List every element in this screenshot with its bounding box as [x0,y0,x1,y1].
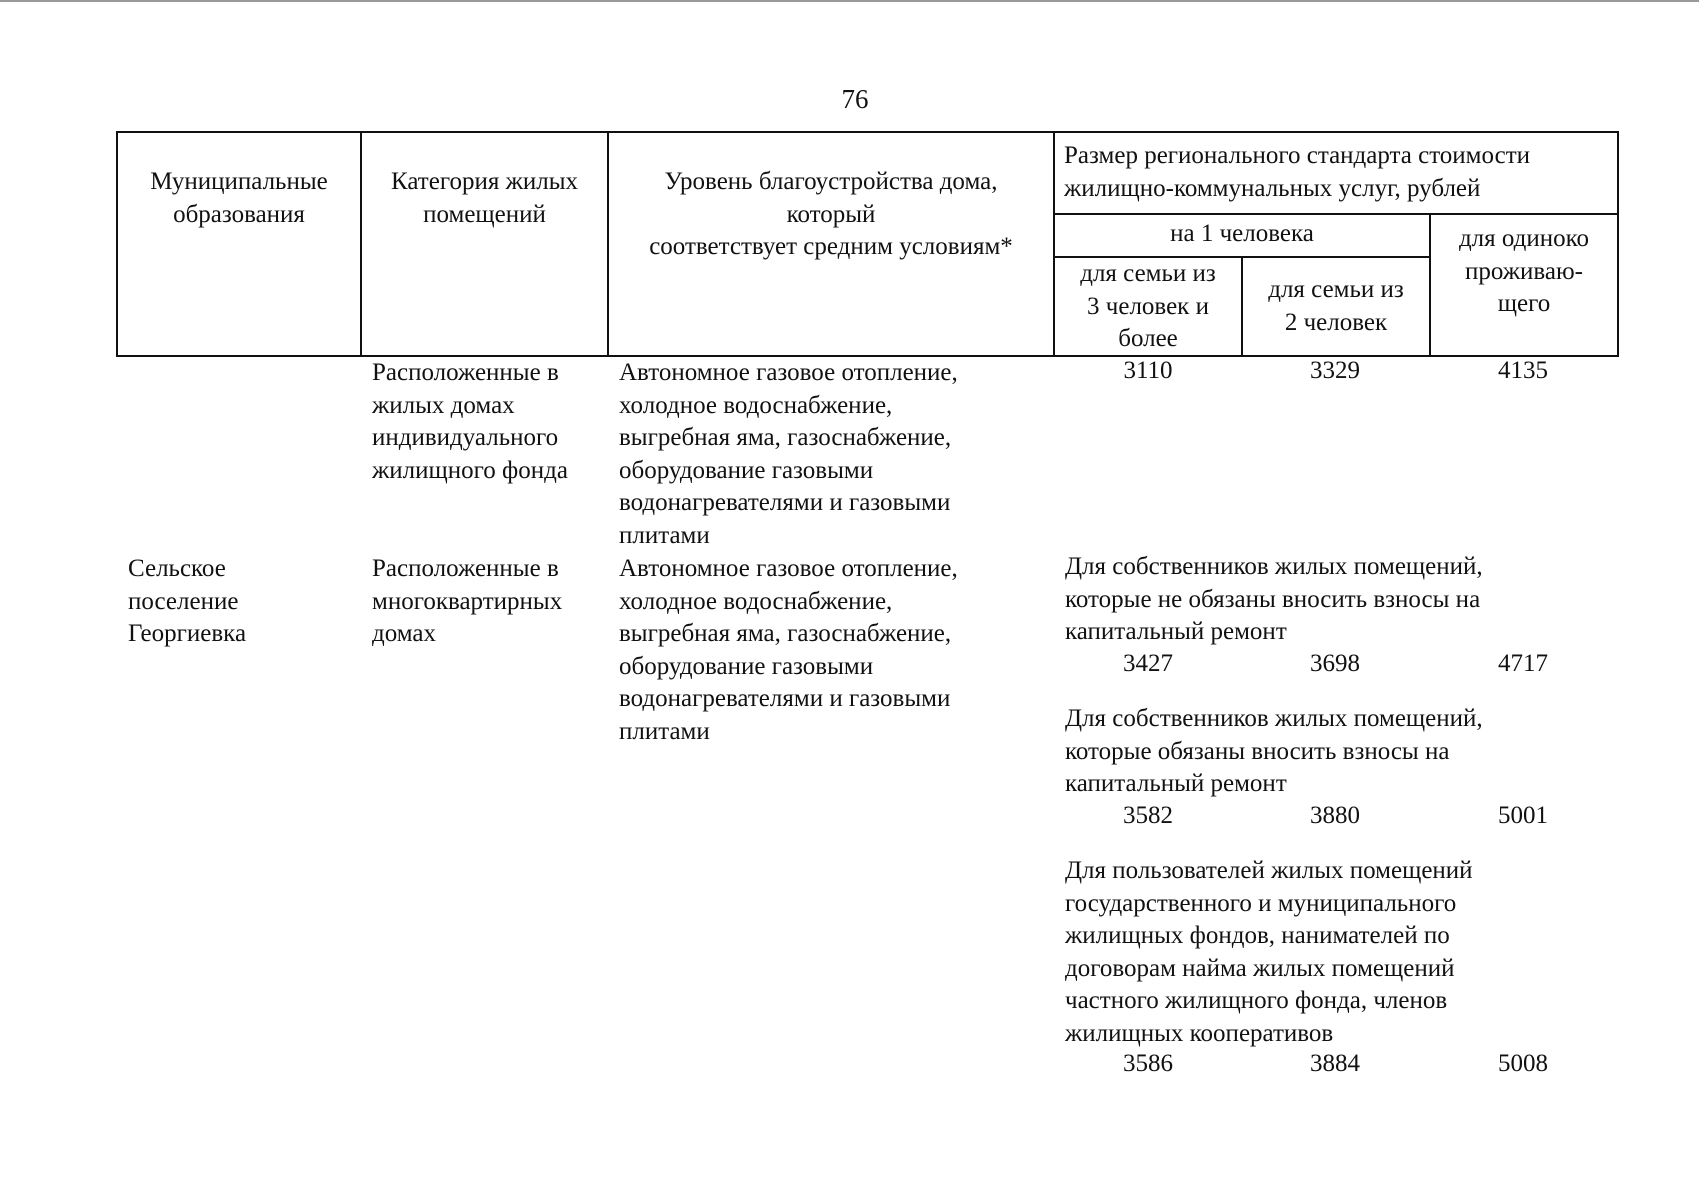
row-2-group-3-note [1065,855,1473,1050]
row-2-group-2-value-family-3: 3582 [1123,802,1173,829]
level-line: выгребная яма, газоснабжение, [619,620,952,647]
header-municipalities [118,166,360,231]
level-line: водонагревателями и газовыми [619,489,951,516]
note-line: капитальный ремонт [1065,618,1287,645]
category-line: Расположенные в [372,555,559,582]
header-comfort-level [609,166,1053,264]
note-line: частного жилищного фонда, членов [1065,987,1448,1014]
row-2-group-3-value-family-2: 3884 [1310,1050,1360,1077]
note-line: капитальный ремонт [1065,770,1287,797]
header-municipalities-line: образования [173,200,305,228]
municipality-line: Георгиевка [128,620,247,647]
level-line: Автономное газовое отопление, [619,555,958,582]
header-standard-size [1064,140,1530,205]
row-2-group-3-value-family-3: 3586 [1123,1050,1173,1077]
row-2-group-1-note [1065,551,1483,649]
row-1-value-family-2: 3329 [1310,357,1360,384]
row-1-category [372,357,568,487]
header-family-3 [1055,258,1241,356]
header-per-person: на 1 человека [1170,220,1314,247]
header-right-border [1617,131,1619,357]
municipality-line: поселение [128,587,239,615]
header-group-divider [1053,213,1619,215]
header-divider-1 [360,131,362,357]
row-2-group-3-value-single: 5008 [1498,1050,1548,1077]
row-2-category [372,553,562,651]
level-line: водонагревателями и газовыми [619,685,951,712]
note-line: которые не обязаны вносить взносы на [1065,585,1481,613]
header-municipalities-line: Муниципальные [150,168,328,195]
header-family-3-line: для семьи из [1080,260,1216,287]
level-line: холодное водоснабжение, [619,391,893,419]
header-family-2 [1243,274,1429,339]
header-left-border [116,131,118,357]
level-line: плитами [619,717,710,745]
header-single-line: для одиноко [1458,225,1590,252]
note-line: договорам найма жилых помещений [1065,954,1455,982]
row-1-comfort-level [619,357,958,552]
category-line: индивидуального [372,424,559,451]
category-line: жилых домах [372,391,515,419]
note-line: государственного и муниципального [1065,889,1457,917]
header-single-line: щего [1497,290,1551,317]
row-1-value-single: 4135 [1498,357,1548,384]
page-top-edge [0,0,1699,2]
category-line: жилищного фонда [372,456,568,484]
level-line: плитами [619,521,710,549]
header-category-line: Категория жилых [391,168,578,195]
header-single-line: проживаю- [1465,257,1583,285]
row-2-comfort-level [619,553,958,748]
header-comfort-line: Уровень благоустройства дома, [664,168,998,195]
header-family-3-line: 3 человек и [1087,292,1209,320]
header-family-2-line: 2 человек [1284,308,1388,336]
row-2-group-2-value-family-2: 3880 [1310,802,1360,829]
municipality-name [128,553,246,651]
row-2-group-1-value-family-3: 3427 [1123,650,1173,677]
header-category-line: помещений [423,200,546,228]
municipality-line: Сельское [128,555,226,582]
category-line: домах [372,620,436,647]
row-2-group-1-value-single: 4717 [1498,650,1548,677]
note-line: которые обязаны вносить взносы на [1065,737,1450,765]
header-comfort-line: соответствует средним условиям* [649,233,1013,260]
note-line: Для собственников жилых помещений, [1065,705,1483,732]
header-top-border [116,131,1619,133]
header-family-2-line: для семьи из [1268,276,1404,303]
category-line: Расположенные в [372,359,559,386]
level-line: оборудование газовыми [619,652,874,680]
header-single [1431,223,1617,321]
row-1-value-family-3: 3110 [1123,357,1173,384]
level-line: холодное водоснабжение, [619,587,893,615]
note-line: жилищных фондов, нанимателей по [1065,922,1450,949]
header-comfort-line: который [786,200,876,228]
row-2-group-1-value-family-2: 3698 [1310,650,1360,677]
note-line: Для пользователей жилых помещений [1065,857,1473,884]
level-line: оборудование газовыми [619,456,874,484]
page-number: 76 [841,84,869,114]
note-line: жилищных кооперативов [1065,1019,1334,1047]
category-line: многоквартирных [372,587,563,615]
header-category [362,166,607,231]
row-2-group-2-note [1065,703,1483,801]
level-line: Автономное газовое отопление, [619,359,958,386]
header-standard-line: жилищно-коммунальных услуг, рублей [1064,174,1481,202]
header-standard-line: Размер регионального стандарта стоимости [1064,142,1531,169]
note-line: Для собственников жилых помещений, [1065,553,1483,580]
header-family-3-line: более [1118,325,1178,352]
level-line: выгребная яма, газоснабжение, [619,424,952,451]
row-2-group-2-value-single: 5001 [1498,802,1548,829]
